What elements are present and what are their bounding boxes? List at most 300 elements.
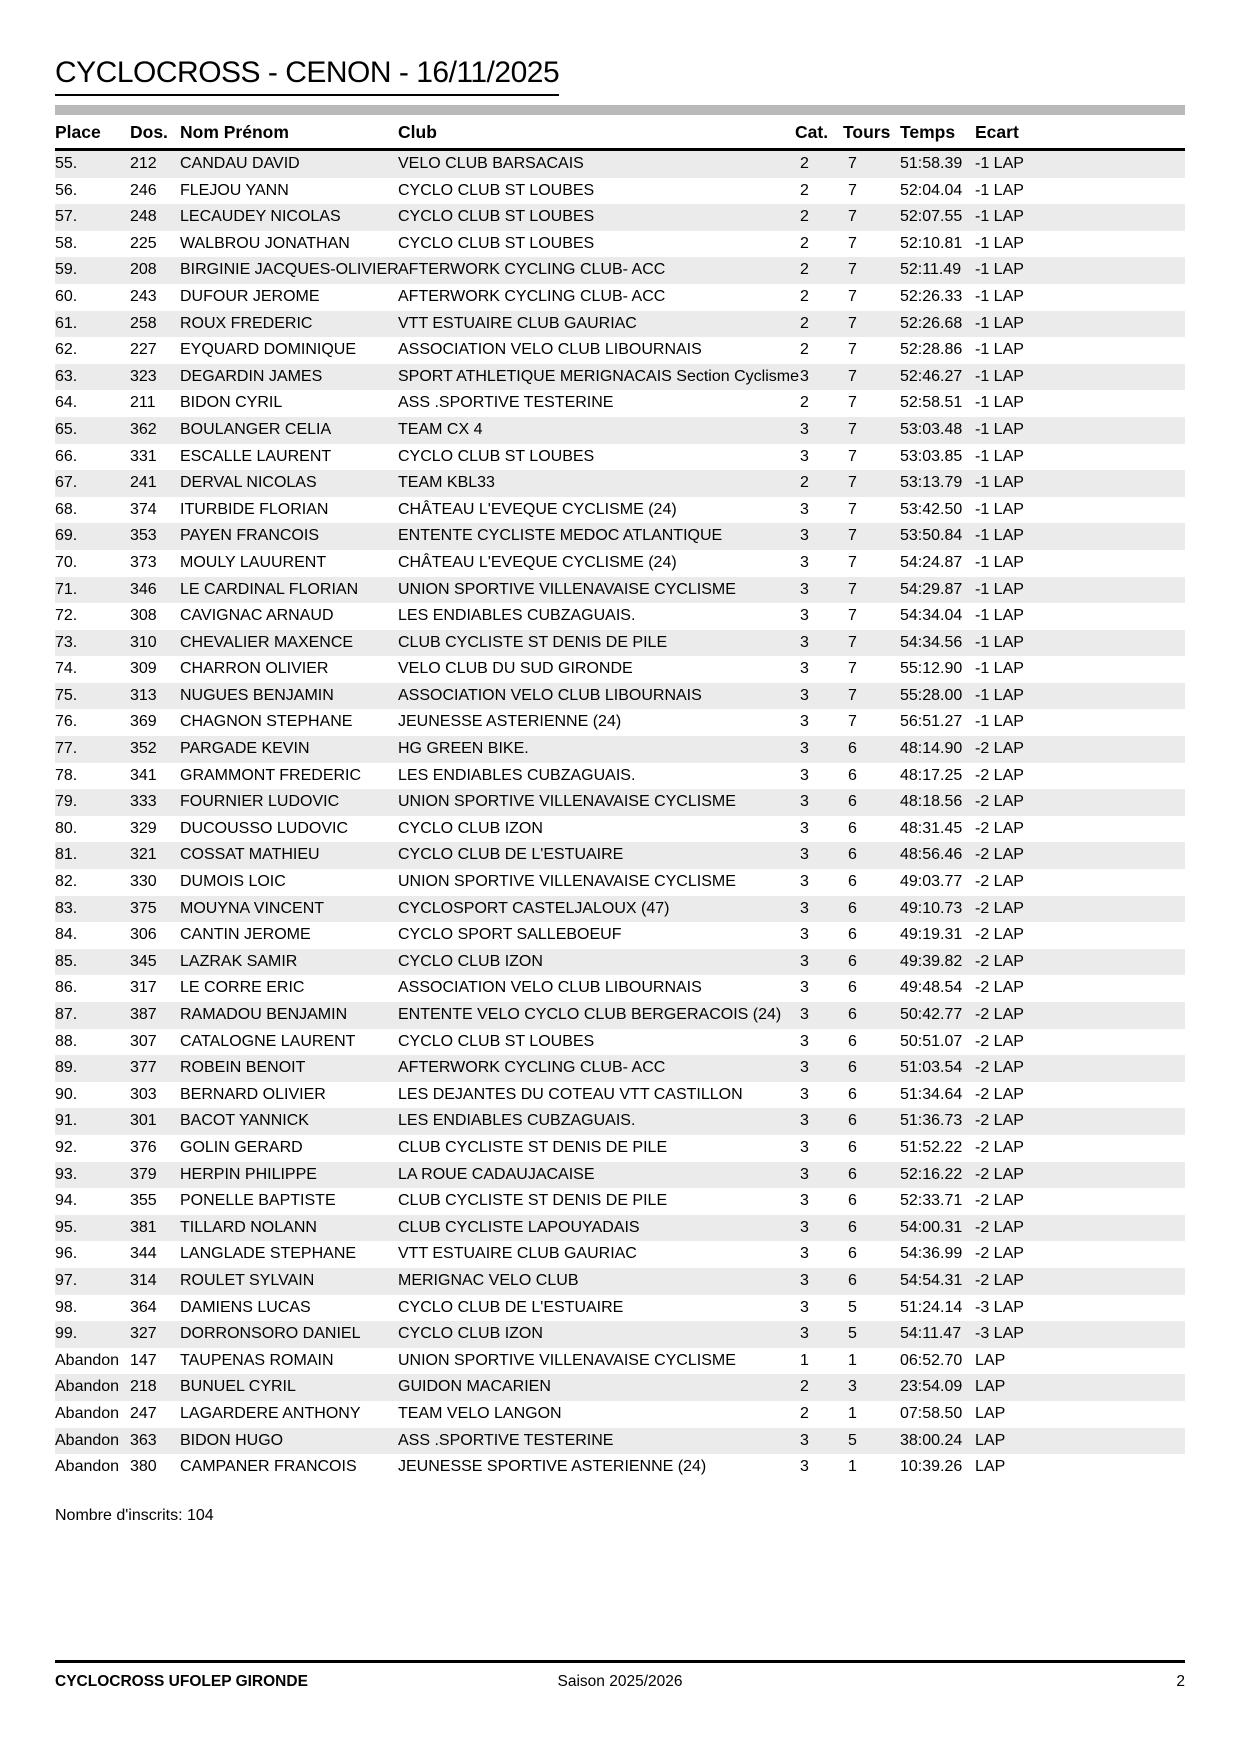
cell-dossard: 375 bbox=[130, 899, 157, 917]
table-row bbox=[55, 763, 1185, 790]
cell-time: 51:52.22 bbox=[900, 1138, 963, 1156]
cell-name: CANTIN JEROME bbox=[180, 926, 311, 944]
cell-gap: -2 LAP bbox=[975, 793, 1024, 811]
cell-category: 2 bbox=[800, 261, 809, 279]
cell-time: 56:51.27 bbox=[900, 713, 963, 731]
cell-dossard: 323 bbox=[130, 367, 157, 385]
cell-club: CYCLO CLUB IZON bbox=[398, 952, 543, 970]
cell-dossard: 377 bbox=[130, 1059, 157, 1077]
cell-time: 49:19.31 bbox=[900, 926, 963, 944]
cell-place: 66. bbox=[55, 447, 78, 465]
cell-place: Abandon bbox=[55, 1458, 120, 1476]
cell-club: AFTERWORK CYCLING CLUB- ACC bbox=[398, 261, 666, 279]
cell-place: 57. bbox=[55, 208, 78, 226]
table-row bbox=[55, 1401, 1185, 1428]
cell-laps: 6 bbox=[848, 1192, 857, 1210]
header-cat: Cat. bbox=[795, 122, 829, 142]
cell-gap: -2 LAP bbox=[975, 1271, 1024, 1289]
cell-place: 61. bbox=[55, 314, 78, 332]
page-title: CYCLOCROSS - CENON - 16/11/2025 bbox=[55, 56, 559, 96]
cell-gap: -1 LAP bbox=[975, 660, 1024, 678]
cell-place: 76. bbox=[55, 713, 78, 731]
cell-dossard: 381 bbox=[130, 1218, 157, 1236]
cell-category: 3 bbox=[800, 1138, 809, 1156]
cell-gap: -1 LAP bbox=[975, 155, 1024, 172]
cell-dossard: 303 bbox=[130, 1085, 157, 1103]
cell-dossard: 307 bbox=[130, 1032, 157, 1050]
cell-category: 2 bbox=[800, 1404, 809, 1422]
table-row bbox=[55, 417, 1185, 444]
cell-name: DORRONSORO DANIEL bbox=[180, 1325, 361, 1343]
table-row bbox=[55, 1108, 1185, 1135]
cell-place: 86. bbox=[55, 979, 78, 997]
cell-gap: -1 LAP bbox=[975, 580, 1024, 598]
cell-category: 2 bbox=[800, 208, 809, 226]
cell-gap: -2 LAP bbox=[975, 1006, 1024, 1023]
cell-category: 3 bbox=[800, 447, 809, 465]
cell-place: 58. bbox=[55, 234, 78, 252]
cell-dossard: 246 bbox=[130, 181, 157, 199]
cell-gap: -2 LAP bbox=[975, 819, 1024, 837]
cell-name: DEGARDIN JAMES bbox=[180, 367, 323, 385]
cell-laps: 1 bbox=[848, 1351, 857, 1369]
cell-dossard: 247 bbox=[130, 1404, 157, 1422]
cell-gap: -2 LAP bbox=[975, 766, 1024, 784]
cell-name: NUGUES BENJAMIN bbox=[180, 686, 334, 704]
cell-club: ASSOCIATION VELO CLUB LIBOURNAIS bbox=[398, 686, 702, 704]
cell-club: UNION SPORTIVE VILLENAVAISE CYCLISME bbox=[398, 793, 736, 811]
table-row bbox=[55, 842, 1185, 869]
cell-laps: 7 bbox=[848, 474, 857, 492]
cell-time: 53:50.84 bbox=[900, 527, 963, 545]
header-club: Club bbox=[398, 122, 437, 142]
cell-place: 68. bbox=[55, 500, 78, 518]
cell-name: RAMADOU BENJAMIN bbox=[180, 1006, 348, 1023]
cell-category: 3 bbox=[800, 846, 809, 864]
cell-name: CHAGNON STEPHANE bbox=[180, 713, 353, 731]
cell-place: 60. bbox=[55, 287, 78, 305]
table-row bbox=[55, 257, 1185, 284]
cell-gap: -1 LAP bbox=[975, 527, 1024, 545]
cell-club: VTT ESTUAIRE CLUB GAURIAC bbox=[398, 1245, 637, 1263]
cell-name: FOURNIER LUDOVIC bbox=[180, 793, 340, 811]
cell-category: 3 bbox=[800, 1431, 809, 1449]
cell-laps: 1 bbox=[848, 1404, 857, 1422]
cell-name: ITURBIDE FLORIAN bbox=[180, 500, 329, 518]
cell-place: 80. bbox=[55, 819, 78, 837]
cell-category: 3 bbox=[800, 979, 809, 997]
cell-club: CYCLO CLUB DE L'ESTUAIRE bbox=[398, 846, 624, 864]
cell-time: 55:28.00 bbox=[900, 686, 963, 704]
cell-name: GOLIN GERARD bbox=[180, 1138, 303, 1156]
cell-laps: 7 bbox=[848, 713, 857, 731]
cell-name: COSSAT MATHIEU bbox=[180, 846, 320, 864]
cell-place: 92. bbox=[55, 1138, 78, 1156]
cell-gap: LAP bbox=[975, 1378, 1006, 1396]
cell-dossard: 248 bbox=[130, 208, 157, 226]
cell-place: 88. bbox=[55, 1032, 78, 1050]
cell-place: 67. bbox=[55, 474, 78, 492]
cell-gap: -2 LAP bbox=[975, 1218, 1024, 1236]
cell-gap: -1 LAP bbox=[975, 314, 1024, 332]
cell-name: EYQUARD DOMINIQUE bbox=[180, 341, 357, 359]
cell-dossard: 327 bbox=[130, 1325, 157, 1343]
table-row bbox=[55, 630, 1185, 657]
cell-dossard: 208 bbox=[130, 261, 157, 279]
cell-category: 3 bbox=[800, 713, 809, 731]
cell-laps: 6 bbox=[848, 1218, 857, 1236]
table-row bbox=[55, 151, 1185, 178]
cell-club: LES ENDIABLES CUBZAGUAIS. bbox=[398, 607, 636, 625]
cell-club: TEAM CX 4 bbox=[398, 420, 483, 438]
cell-time: 50:42.77 bbox=[900, 1006, 963, 1023]
cell-time: 52:26.33 bbox=[900, 287, 963, 305]
cell-laps: 6 bbox=[848, 873, 857, 891]
table-row bbox=[55, 1162, 1185, 1189]
cell-category: 3 bbox=[800, 873, 809, 891]
header-place: Place bbox=[55, 122, 101, 142]
cell-place: 83. bbox=[55, 899, 78, 917]
cell-category: 2 bbox=[800, 314, 809, 332]
cell-laps: 7 bbox=[848, 553, 857, 571]
cell-category: 3 bbox=[800, 899, 809, 917]
cell-name: PONELLE BAPTISTE bbox=[180, 1192, 336, 1210]
table-row bbox=[55, 656, 1185, 683]
cell-name: MOUYNA VINCENT bbox=[180, 899, 325, 917]
cell-dossard: 314 bbox=[130, 1271, 157, 1289]
cell-place: Abandon bbox=[55, 1404, 120, 1422]
cell-name: LECAUDEY NICOLAS bbox=[180, 208, 341, 226]
table-row bbox=[55, 603, 1185, 630]
cell-place: 84. bbox=[55, 926, 78, 944]
header-ecart: Ecart bbox=[975, 122, 1019, 142]
cell-club: CYCLO CLUB ST LOUBES bbox=[398, 1032, 595, 1050]
cell-place: 91. bbox=[55, 1112, 78, 1130]
table-row bbox=[55, 975, 1185, 1002]
cell-place: 79. bbox=[55, 793, 78, 811]
cell-dossard: 258 bbox=[130, 314, 157, 332]
footer-title: CYCLOCROSS UFOLEP GIRONDE bbox=[55, 1673, 308, 1690]
cell-gap: -2 LAP bbox=[975, 1165, 1024, 1183]
cell-category: 3 bbox=[800, 1458, 809, 1476]
cell-gap: -2 LAP bbox=[975, 979, 1024, 997]
cell-dossard: 364 bbox=[130, 1298, 157, 1316]
table-row bbox=[55, 1002, 1185, 1029]
cell-laps: 6 bbox=[848, 793, 857, 811]
table-row bbox=[55, 284, 1185, 311]
cell-time: 48:17.25 bbox=[900, 766, 963, 784]
cell-laps: 7 bbox=[848, 181, 857, 199]
table-row bbox=[55, 789, 1185, 816]
cell-dossard: 331 bbox=[130, 447, 157, 465]
cell-club: VTT ESTUAIRE CLUB GAURIAC bbox=[398, 314, 637, 332]
cell-place: 77. bbox=[55, 740, 78, 758]
cell-gap: -1 LAP bbox=[975, 633, 1024, 651]
cell-category: 3 bbox=[800, 500, 809, 518]
table-row bbox=[55, 337, 1185, 364]
table-row bbox=[55, 231, 1185, 258]
cell-time: 38:00.24 bbox=[900, 1431, 963, 1449]
cell-place: 71. bbox=[55, 580, 78, 598]
table-row bbox=[55, 1268, 1185, 1295]
cell-club: JEUNESSE SPORTIVE ASTERIENNE (24) bbox=[398, 1458, 707, 1476]
cell-gap: -1 LAP bbox=[975, 261, 1024, 279]
cell-club: LES DEJANTES DU COTEAU VTT CASTILLON bbox=[398, 1085, 743, 1103]
cell-category: 3 bbox=[800, 926, 809, 944]
cell-laps: 6 bbox=[848, 766, 857, 784]
cell-dossard: 330 bbox=[130, 873, 157, 891]
cell-category: 3 bbox=[800, 793, 809, 811]
cell-place: 69. bbox=[55, 527, 78, 545]
cell-place: 56. bbox=[55, 181, 78, 199]
cell-gap: -3 LAP bbox=[975, 1298, 1024, 1316]
cell-time: 54:11.47 bbox=[900, 1325, 962, 1343]
cell-dossard: 353 bbox=[130, 527, 157, 545]
cell-category: 2 bbox=[800, 181, 809, 199]
cell-place: 64. bbox=[55, 394, 78, 412]
cell-laps: 7 bbox=[848, 155, 857, 172]
cell-gap: -1 LAP bbox=[975, 686, 1024, 704]
table-row bbox=[55, 364, 1185, 391]
table-row bbox=[55, 709, 1185, 736]
cell-gap: -2 LAP bbox=[975, 1245, 1024, 1263]
cell-club: ENTENTE CYCLISTE MEDOC ATLANTIQUE bbox=[398, 527, 723, 545]
cell-gap: -2 LAP bbox=[975, 1138, 1024, 1156]
cell-time: 48:56.46 bbox=[900, 846, 963, 864]
cell-club: CLUB CYCLISTE ST DENIS DE PILE bbox=[398, 1192, 668, 1210]
cell-dossard: 345 bbox=[130, 952, 157, 970]
cell-gap: -1 LAP bbox=[975, 500, 1024, 518]
cell-time: 51:36.73 bbox=[900, 1112, 963, 1130]
cell-laps: 7 bbox=[848, 660, 857, 678]
cell-name: DUCOUSSO LUDOVIC bbox=[180, 819, 349, 837]
cell-category: 3 bbox=[800, 420, 809, 438]
cell-dossard: 379 bbox=[130, 1165, 157, 1183]
cell-name: FLEJOU YANN bbox=[180, 181, 289, 199]
cell-club: JEUNESSE ASTERIENNE (24) bbox=[398, 713, 622, 731]
cell-club: LA ROUE CADAUJACAISE bbox=[398, 1165, 595, 1183]
table-row bbox=[55, 683, 1185, 710]
cell-place: 82. bbox=[55, 873, 78, 891]
cell-dossard: 218 bbox=[130, 1378, 157, 1396]
cell-club: AFTERWORK CYCLING CLUB- ACC bbox=[398, 1059, 666, 1077]
cell-name: DUMOIS LOIC bbox=[180, 873, 286, 891]
cell-category: 3 bbox=[800, 740, 809, 758]
cell-name: HERPIN PHILIPPE bbox=[180, 1165, 317, 1183]
cell-dossard: 333 bbox=[130, 793, 157, 811]
cell-dossard: 310 bbox=[130, 633, 157, 651]
table-row bbox=[55, 1454, 1185, 1481]
cell-place: 90. bbox=[55, 1085, 78, 1103]
cell-name: BOULANGER CELIA bbox=[180, 420, 332, 438]
cell-laps: 3 bbox=[848, 1378, 857, 1396]
cell-laps: 7 bbox=[848, 208, 857, 226]
cell-dossard: 227 bbox=[130, 341, 157, 359]
cell-dossard: 321 bbox=[130, 846, 157, 864]
cell-time: 54:34.04 bbox=[900, 607, 963, 625]
cell-name: BIDON HUGO bbox=[180, 1431, 284, 1449]
cell-time: 53:03.48 bbox=[900, 420, 963, 438]
cell-place: 73. bbox=[55, 633, 78, 651]
cell-name: CANDAU DAVID bbox=[180, 155, 300, 172]
cell-category: 3 bbox=[800, 580, 809, 598]
table-row bbox=[55, 550, 1185, 577]
cell-place: 72. bbox=[55, 607, 78, 625]
cell-place: 78. bbox=[55, 766, 78, 784]
footer-season: Saison 2025/2026 bbox=[557, 1673, 683, 1690]
cell-laps: 5 bbox=[848, 1431, 857, 1449]
header-tours: Tours bbox=[843, 122, 891, 142]
cell-club: LES ENDIABLES CUBZAGUAIS. bbox=[398, 1112, 636, 1130]
cell-category: 2 bbox=[800, 1378, 809, 1396]
cell-name: MOULY LAUURENT bbox=[180, 553, 327, 571]
cell-laps: 6 bbox=[848, 979, 857, 997]
cell-dossard: 387 bbox=[130, 1006, 157, 1023]
cell-time: 07:58.50 bbox=[900, 1404, 963, 1422]
table-row bbox=[55, 178, 1185, 205]
cell-gap: -1 LAP bbox=[975, 447, 1024, 465]
table-row bbox=[55, 1188, 1185, 1215]
cell-place: 97. bbox=[55, 1271, 78, 1289]
cell-name: BIRGINIE JACQUES-OLIVIER bbox=[180, 261, 399, 279]
cell-club: MERIGNAC VELO CLUB bbox=[398, 1271, 579, 1289]
cell-name: CAVIGNAC ARNAUD bbox=[180, 607, 334, 625]
cell-dossard: 212 bbox=[130, 155, 157, 172]
cell-name: BERNARD OLIVIER bbox=[180, 1085, 326, 1103]
cell-name: LAZRAK SAMIR bbox=[180, 952, 298, 970]
cell-category: 3 bbox=[800, 1112, 809, 1130]
cell-category: 3 bbox=[800, 1192, 809, 1210]
cell-category: 3 bbox=[800, 1165, 809, 1183]
header-dos: Dos. bbox=[130, 122, 168, 142]
cell-gap: -1 LAP bbox=[975, 394, 1024, 412]
cell-dossard: 329 bbox=[130, 819, 157, 837]
cell-gap: LAP bbox=[975, 1431, 1006, 1449]
cell-laps: 6 bbox=[848, 1006, 857, 1023]
cell-place: 62. bbox=[55, 341, 78, 359]
cell-category: 2 bbox=[800, 394, 809, 412]
cell-time: 52:16.22 bbox=[900, 1165, 963, 1183]
cell-time: 54:34.56 bbox=[900, 633, 963, 651]
cell-name: CHARRON OLIVIER bbox=[180, 660, 329, 678]
cell-club: CYCLO CLUB ST LOUBES bbox=[398, 234, 595, 252]
cell-club: CYCLOSPORT CASTELJALOUX (47) bbox=[398, 899, 670, 917]
cell-dossard: 309 bbox=[130, 660, 157, 678]
cell-club: CYCLO CLUB ST LOUBES bbox=[398, 447, 595, 465]
cell-laps: 7 bbox=[848, 686, 857, 704]
cell-laps: 7 bbox=[848, 580, 857, 598]
cell-club: TEAM VELO LANGON bbox=[398, 1404, 562, 1422]
cell-category: 2 bbox=[800, 341, 809, 359]
cell-dossard: 369 bbox=[130, 713, 157, 731]
table-row bbox=[55, 896, 1185, 923]
cell-time: 52:11.49 bbox=[900, 261, 962, 279]
table-row bbox=[55, 1295, 1185, 1322]
cell-dossard: 373 bbox=[130, 553, 157, 571]
cell-gap: -1 LAP bbox=[975, 607, 1024, 625]
cell-laps: 7 bbox=[848, 261, 857, 279]
cell-laps: 6 bbox=[848, 1112, 857, 1130]
cell-club: CYCLO SPORT SALLEBOEUF bbox=[398, 926, 622, 944]
cell-time: 06:52.70 bbox=[900, 1351, 963, 1369]
cell-club: CLUB CYCLISTE LAPOUYADAIS bbox=[398, 1218, 640, 1236]
cell-gap: -1 LAP bbox=[975, 553, 1024, 571]
cell-dossard: 313 bbox=[130, 686, 157, 704]
cell-club: CHÂTEAU L'EVEQUE CYCLISME (24) bbox=[398, 500, 677, 518]
table-row bbox=[55, 869, 1185, 896]
cell-gap: -2 LAP bbox=[975, 740, 1024, 758]
cell-laps: 7 bbox=[848, 287, 857, 305]
cell-category: 3 bbox=[800, 766, 809, 784]
cell-gap: -2 LAP bbox=[975, 846, 1024, 864]
cell-club: UNION SPORTIVE VILLENAVAISE CYCLISME bbox=[398, 873, 736, 891]
cell-place: 89. bbox=[55, 1059, 78, 1077]
cell-place: 93. bbox=[55, 1165, 78, 1183]
cell-category: 3 bbox=[800, 952, 809, 970]
cell-gap: -2 LAP bbox=[975, 1192, 1024, 1210]
cell-name: ESCALLE LAURENT bbox=[180, 447, 332, 465]
results-rows bbox=[55, 151, 1185, 1481]
cell-time: 52:07.55 bbox=[900, 208, 963, 226]
cell-laps: 6 bbox=[848, 1165, 857, 1183]
cell-category: 3 bbox=[800, 607, 809, 625]
cell-dossard: 362 bbox=[130, 420, 157, 438]
cell-time: 50:51.07 bbox=[900, 1032, 963, 1050]
cell-name: ROUX FREDERIC bbox=[180, 314, 313, 332]
cell-category: 3 bbox=[800, 819, 809, 837]
cell-name: LAGARDERE ANTHONY bbox=[180, 1404, 361, 1422]
cell-time: 48:31.45 bbox=[900, 819, 963, 837]
cell-club: UNION SPORTIVE VILLENAVAISE CYCLISME bbox=[398, 580, 736, 598]
cell-category: 3 bbox=[800, 1059, 809, 1077]
cell-club: CYCLO CLUB IZON bbox=[398, 1325, 543, 1343]
cell-club: ASSOCIATION VELO CLUB LIBOURNAIS bbox=[398, 341, 702, 359]
cell-place: 70. bbox=[55, 553, 78, 571]
cell-dossard: 346 bbox=[130, 580, 157, 598]
cell-laps: 7 bbox=[848, 234, 857, 252]
cell-category: 3 bbox=[800, 660, 809, 678]
cell-time: 49:10.73 bbox=[900, 899, 963, 917]
cell-place: Abandon bbox=[55, 1351, 120, 1369]
table-row bbox=[55, 1241, 1185, 1268]
cell-time: 54:54.31 bbox=[900, 1271, 963, 1289]
cell-place: Abandon bbox=[55, 1378, 120, 1396]
cell-dossard: 243 bbox=[130, 287, 157, 305]
cell-gap: -2 LAP bbox=[975, 1059, 1024, 1077]
cell-place: 74. bbox=[55, 660, 78, 678]
cell-laps: 7 bbox=[848, 420, 857, 438]
table-row bbox=[55, 1029, 1185, 1056]
table-row bbox=[55, 444, 1185, 471]
cell-gap: LAP bbox=[975, 1351, 1006, 1369]
cell-category: 3 bbox=[800, 1271, 809, 1289]
table-row bbox=[55, 523, 1185, 550]
cell-dossard: 380 bbox=[130, 1458, 157, 1476]
table-row bbox=[55, 1374, 1185, 1401]
table-row bbox=[55, 390, 1185, 417]
cell-category: 3 bbox=[800, 1006, 809, 1023]
cell-dossard: 344 bbox=[130, 1245, 157, 1263]
cell-dossard: 363 bbox=[130, 1431, 157, 1449]
header-nom: Nom Prénom bbox=[180, 122, 289, 142]
cell-time: 52:58.51 bbox=[900, 394, 963, 412]
cell-laps: 7 bbox=[848, 500, 857, 518]
cell-club: SPORT ATHLETIQUE MERIGNACAIS Section Cyclisme bbox=[398, 367, 799, 385]
cell-club: CLUB CYCLISTE ST DENIS DE PILE bbox=[398, 633, 668, 651]
table-row bbox=[55, 1055, 1185, 1082]
cell-place: 65. bbox=[55, 420, 78, 438]
cell-name: BIDON CYRIL bbox=[180, 394, 283, 412]
